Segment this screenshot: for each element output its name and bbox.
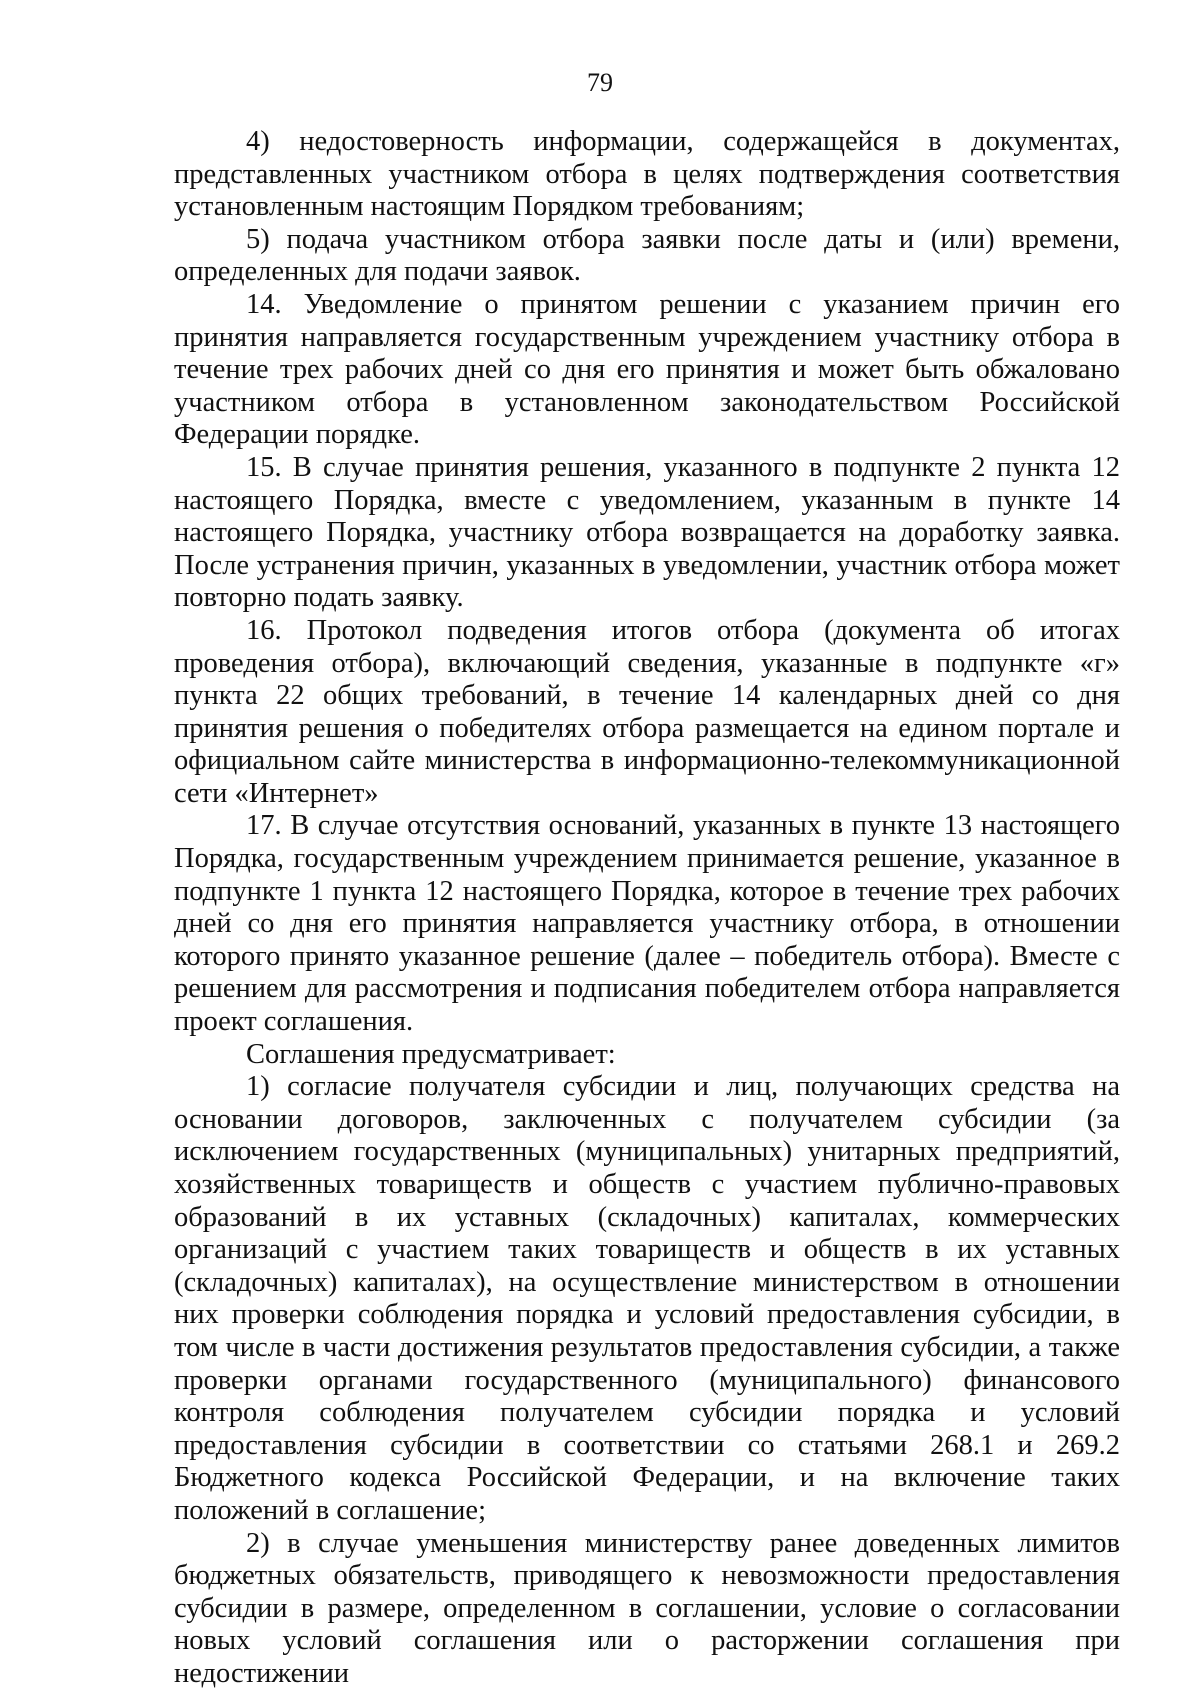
paragraph-agreement-intro: Соглашения предусматривает: [246, 1038, 616, 1070]
paragraph-item-4: 4) недостоверность информации, содержащейся в документах, представленных участником отбора в целях подтверждения соответствия установленным настоящим Порядком требованиям; [174, 126, 1120, 223]
paragraph-clause-15: 15. В случае принятия решения, указанного в подпункте 2 пункта 12 настоящего Порядка, вместе с уведомлением, указанным в пункте 14 настоящего Порядка, участнику отбора возвращается на доработку заявка. После устранения причин, указанных в уведомлении, участник отбора может повторно подать заявку. [174, 451, 1120, 614]
paragraph-clause-16: 16. Протокол подведения итогов отбора (документа об итогах проведения отбора), включающий сведения, указанные в подпункте «г» пункта 22 общих требований, в течение 14 календарных дней со дня принятия решения о победителях отбора размещается на едином портале и официальном сайте министерства в информационно-телекоммуникационной сети «Интернет» [174, 614, 1120, 809]
paragraph-agreement-item-1: 1) согласие получателя субсидии и лиц, получающих средства на основании договоров, заключенных с получателем субсидии (за исключением государственных (муниципальных) унитарных предприятий, хозяйственных товариществ и обществ с участием публично-правовых образований в их уставных (складочных) капиталах, коммерческих организаций с участием таких товариществ и обществ в их уставных (складочных) капиталах), на осуществление министерством в отношении них проверки соблюдения порядка и условий предоставления субсидии, в том числе в части достижения результатов предоставления субсидии, а также проверки органами государственного (муниципального) финансового контроля соблюдения получателем субсидии порядка и условий предоставления субсидии в соответствии со статьями 268.1 и 269.2 Бюджетного кодекса Российской Федерации, и на включение таких положений в соглашение; [174, 1071, 1120, 1526]
paragraph-item-5: 5) подача участником отбора заявки после даты и (или) времени, определенных для подачи заявок. [174, 223, 1120, 288]
document-body [174, 126, 1120, 1691]
paragraph-agreement-item-2: 2) в случае уменьшения министерству ранее доведенных лимитов бюджетных обязательств, приводящего к невозможности предоставления субсидии в размере, определенном в соглашении, условие о согласовании новых условий соглашения или о расторжении соглашения при недостижении [174, 1527, 1120, 1689]
paragraph-clause-14: 14. Уведомление о принятом решении с указанием причин его принятия направляется государственным учреждением участнику отбора в течение трех рабочих дней со дня его принятия и может быть обжаловано участником отбора в установленном законодательством Российской Федерации порядке. [174, 288, 1120, 451]
paragraph-clause-17: 17. В случае отсутствия оснований, указанных в пункте 13 настоящего Порядка, государственным учреждением принимается решение, указанное в подпункте 1 пункта 12 настоящего Порядка, которое в течение трех рабочих дней со дня его принятия направляется участнику отбора, в отношении которого принято указанное решение (далее – победитель отбора). Вместе с решением для рассмотрения и подписания победителем отбора направляется проект соглашения. [174, 810, 1120, 1038]
page-number: 79 [587, 68, 613, 97]
